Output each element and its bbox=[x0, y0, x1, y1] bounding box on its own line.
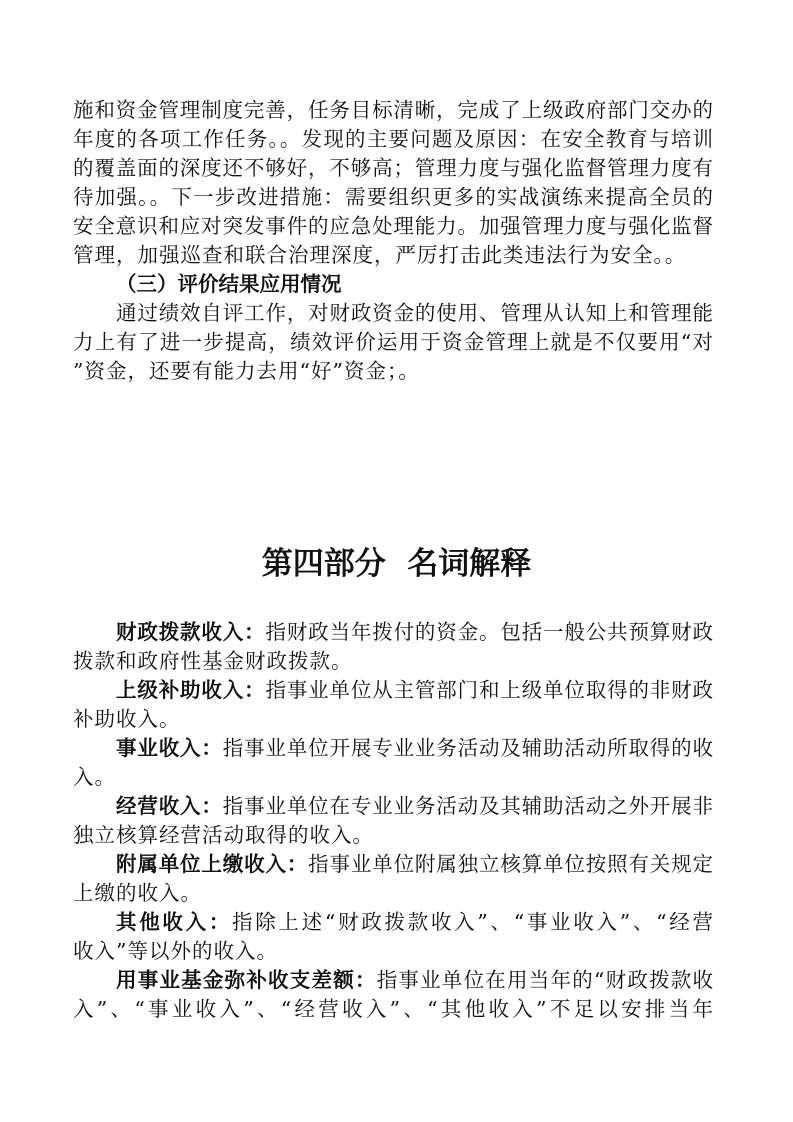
paragraph-line: 管理，加强巡查和联合治理深度，严厉打击此类违法行为安全。。 bbox=[73, 243, 687, 267]
definition-text: 指财政当年拨付的资金。包括一般公共预算财政 bbox=[265, 620, 714, 644]
definition-term: 财政拨款收入： bbox=[116, 620, 266, 644]
definition-text: 指事业单位在专业业务活动及其辅助活动之外开展非 bbox=[222, 794, 714, 818]
part-title: 第四部分 名词解释 bbox=[261, 546, 532, 582]
paragraph-line: 安全意识和应对突发事件的应急处理能力。加强管理力度与强化监督 bbox=[73, 214, 713, 238]
definition-line: 上缴的收入。 bbox=[73, 881, 202, 905]
definition-line bbox=[116, 966, 713, 995]
paragraph-line: 待加强。。下一步改进措施：需要组织更多的实战演练来提高全员的 bbox=[73, 185, 713, 209]
definition-line: 独立核算经营活动取得的收入。 bbox=[73, 823, 374, 847]
definition-text: 指事业单位附属独立核算单位按照有关规定 bbox=[308, 852, 714, 876]
definition-line bbox=[116, 908, 713, 937]
definition-line bbox=[116, 676, 713, 705]
definition-line bbox=[116, 734, 713, 763]
definition-term: 用事业基金弥补收支差额： bbox=[116, 968, 377, 992]
definition-line bbox=[116, 618, 713, 647]
definition-text: 指事业单位开展专业业务活动及辅助活动所取得的收 bbox=[222, 736, 714, 760]
paragraph-line: ”资金，还要有能力去用“好”资金；。 bbox=[73, 359, 420, 383]
definition-line: 收入”等以外的收入。 bbox=[73, 939, 278, 963]
definition-line bbox=[116, 850, 713, 879]
definition-term: 经营收入： bbox=[116, 794, 223, 818]
definition-term: 附属单位上缴收入： bbox=[116, 852, 309, 876]
definition-term: 上级补助收入： bbox=[116, 678, 266, 702]
definition-text: 指事业单位从主管部门和上级单位取得的非财政 bbox=[265, 678, 714, 702]
paragraph-line: 力上有了进一步提高，绩效评价运用于资金管理上就是不仅要用“对 bbox=[73, 330, 713, 354]
paragraph-line: 的覆盖面的深度还不够好，不够高；管理力度与强化监督管理力度有 bbox=[73, 156, 713, 180]
definition-text: 指事业单位在用当年的“财政拨款收 bbox=[376, 968, 714, 992]
paragraph-line: 施和资金管理制度完善，任务目标清晰，完成了上级政府部门交办的 bbox=[73, 98, 713, 122]
definition-term: 事业收入： bbox=[116, 736, 223, 760]
paragraph-line: 通过绩效自评工作，对财政资金的使用、管理从认知上和管理能 bbox=[116, 301, 713, 325]
definition-line bbox=[116, 792, 713, 821]
paragraph-line: 年度的各项工作任务。。发现的主要问题及原因：在安全教育与培训 bbox=[73, 127, 713, 151]
definition-text: 指除上述“财政拨款收入”、“事业收入”、“经营 bbox=[232, 910, 714, 934]
definition-line: 拨款和政府性基金财政拨款。 bbox=[73, 649, 353, 673]
section-heading: （三）评价结果应用情况 bbox=[116, 272, 342, 296]
definition-line: 补助收入。 bbox=[73, 707, 181, 731]
definition-line: 入。 bbox=[73, 765, 116, 789]
definition-term: 其他收入： bbox=[116, 910, 233, 934]
definition-line: 入”、“事业收入”、“经营收入”、“其他收入”不足以安排当年 bbox=[73, 997, 713, 1021]
